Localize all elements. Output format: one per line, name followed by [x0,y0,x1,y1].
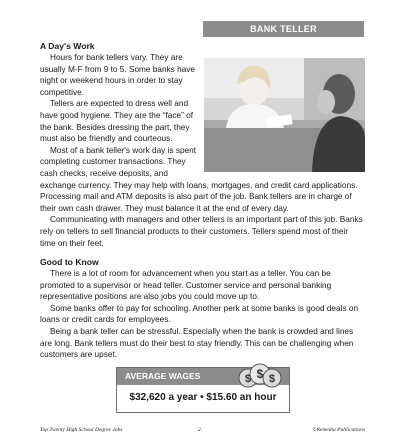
paragraph: Being a bank teller can be stressful. Especially when the bank is crowded and lines are long. Bank tellers must do their best to stay friendly. This can be challenging when customers are upset. [40,327,354,360]
paragraph: Hours for bank tellers vary. They are usually M-F from 9 to 5. Some banks have night or weekend hours in order to stay competitive. [40,53,195,97]
paragraph: Some banks offer to pay for schooling. Another perk at some banks is good deals on loans or credit cards for employees. [40,303,359,325]
heading-good-to-know: Good to Know [40,257,99,268]
footer-publisher: ©Remedia Publications [312,427,365,433]
average-wages-header [117,368,289,385]
footer-book-title: Top Twenty High School Degree Jobs [40,427,123,433]
article-body [40,40,365,361]
paragraph: Tellers are expected to dress well and have good hygiene. They are the “face” of the bank. Besides dressing the part, they must also be friendly and courteous. [40,99,194,144]
svg-text:$: $ [256,367,264,381]
heading-days-work: A Day's Work [40,41,95,51]
svg-text:$: $ [268,373,276,385]
teller-customer-image [204,58,365,172]
average-wages-value: $32,620 a year • $15.60 an hour [129,392,277,403]
page-number: 2 [198,427,201,433]
paragraph: Communicating with managers and other tellers is an important part of this job. Banks rely on tellers to sell financial products to their customers. Tellers spend most of their time on their feet. [40,215,363,248]
average-wages-box [116,367,290,413]
bank-teller-photo [204,58,365,172]
section-tag: BANK TELLER [203,21,364,37]
svg-text:$: $ [244,373,252,385]
paragraph: Most of a bank teller's work day is spent completing customer transactions. They cash checks, receive deposits, and exchange currency. They may help with loans, mortgages, and credit card applications. Processing mail and ATM deposits is also part of the job. Bank tellers are in charge of their own cash drawer. They must balance it at the end of every day. [40,145,358,213]
average-wages-label: AVERAGE WAGES [125,371,201,381]
page-footer [40,427,365,437]
paragraph: There is a lot of room for advancement when you start as a teller. You can be promoted to a supervisor or head teller. Customer service and personal banking representative positions are also jobs you could move up to. [40,269,332,302]
dollar-signs-icon [237,363,283,389]
